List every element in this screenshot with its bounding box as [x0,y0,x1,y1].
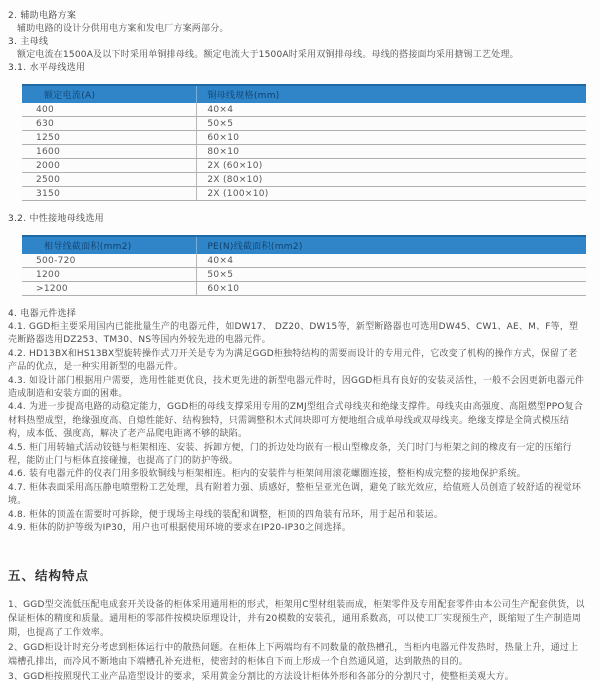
section-5 [8,566,586,684]
cell-spec: 2X (80×10) [197,173,586,187]
section-3-2-heading: 3.2. 中性接地母线选用 [8,214,104,224]
clause-4-1: 4.1. GGD柜主要采用国内已能批量生产的电器元件，如DW17、 DZ20、DW15等，新型断路器也可选用DW45、CW1、AE、M、F等，塑壳断路器选用DZ253、TM30、NS等国内外较先进的电器元件。 [8,322,579,346]
table-row [22,187,586,201]
section-4-heading: 4. 电器元件选择 [8,309,77,319]
cell-spec: 40×4 [197,103,586,117]
cell-spec: 2X (100×10) [197,187,586,201]
clause-5-2: 2、GGD柜设计时充分考虑到柜体运行中的散热问题。在柜体上下两端均有不同数量的散热槽孔，当柜内电器元件发热时，热量上升，通过上端槽孔排出，而冷风不断地由下端槽孔补充进柜，使密封的柜体自下而上形成一个自然通风道，达到散热的目的。 [8,642,579,667]
clause-4-8: 4.8. 柜体的顶盖在需要时可拆除，便于现场主母线的装配和调整，柜顶的四角装有吊环，用于起吊和装运。 [8,509,444,520]
cell-spec: 60×10 [197,131,586,145]
section-3-1-heading: 3.1. 水平母线选用 [8,63,86,73]
clause-4-9: 4.9. 柜体的防护等级为IP30，用户也可根据使用环境的要求在IP20-IP30之间选择。 [8,523,352,534]
section-4 [8,308,586,536]
clause-4-2: 4.2. HD13BX和HS13BX型旋转操作式刀开关是专为为满足GGD柜独特结构的需要而设计的专用元件，它改变了机构的操作方式，保留了老产品的优点，是一种实用新型的电器元件。 [8,348,578,373]
table-row [22,145,586,159]
clause-4-5: 4.5. 柜门用转轴式活动铰链与柜架相连、安装、拆卸方便，门的折边处均嵌有一根山型橡皮条，关门时门与柜架之间的橡皮有一定的压缩行程，能防止门与柜体直接碰撞，也提高了门的防护等级。 [8,442,572,467]
clause-4-6: 4.6. 装有电器元件的仪表门用多股软铜线与柜架相连。柜内的安装件与柜架间用滚花螺圈连接，整柜构成完整的接地保护系统。 [8,469,526,480]
cell-spec: 80×10 [197,145,586,159]
cell-current: 400 [22,103,197,117]
table-row [22,254,586,268]
table-row [22,268,586,282]
cell-current: 2500 [22,173,197,187]
column-header-rated-current: 额定电流(A) [22,85,197,103]
table-header-row [22,236,586,254]
clause-5-1: 1、GGD型交流低压配电成套开关设备的柜体采用通用柜的形式，柜架用C型材组装而成，柜架零件及专用配套零件由本公司生产配套供货，以保证柜体的精度和质量。通用柜的零部件按模块原理设计，并有20模数的安装孔，通用系数高，可以使工厂实现预生产，既缩短了生产制造周期，也提高了工作效率。 [8,599,585,638]
clause-4-4: 4.4. 为进一步提高电路的动稳定能力，GGD柜的母线支撑采用专用的ZMJ型组合式母线夹和绝缘支撑件。母线夹由高强度、高阻燃型PPO复合材料热塑成型，绝缘强度高、自熄性能好、结构独特，只需调整积木式间块即可方便地组合成单母线或双母线夹。绝缘支撑是全筒式模压结构，成本低、强度高，解决了老产品爬电距离不够的缺陷。 [8,402,584,440]
section-5-heading: 五、结构特点 [8,567,90,583]
clause-4-3: 4.3. 如设计部门根据用户需要，选用性能更优良，技术更先进的新型电器元件时，因GGD柜具有良好的安装灵活性，一般不会因更新电器元件造成制造和安装方面的困难。 [8,375,585,400]
cell-spec: 60×10 [197,282,586,296]
table-row [22,131,586,145]
cell-current: 630 [22,117,197,131]
column-header-phase-section: 相导线截面积(mm2) [22,236,197,254]
table-header-row [22,85,586,103]
cell-current: 2000 [22,159,197,173]
cell-spec: 40×4 [197,254,586,268]
section-2-body: 辅助电路的设计分供用电方案和发电厂方案两部分。 [17,24,229,34]
section-2-heading: 2. 辅助电路方案 [8,11,77,21]
section-3-heading: 3. 主母线 [8,37,49,47]
cell-current: 1600 [22,145,197,159]
clause-4-7: 4.7. 柜体表面采用高压静电喷塑粉工艺处理，具有附着力强、质感好，整柜呈亚光色调，避免了眩光效应，给值班人员创造了较舒适的视觉环境。 [8,482,582,507]
cell-spec: 50×5 [197,268,586,282]
table-row [22,282,586,296]
table-row [22,159,586,173]
cell-section: >1200 [22,282,197,296]
clause-5-3: 3、GGD柜按照现代工业产品造型设计的要求，采用黄金分割比的方法设计柜体外形和各部分的分割尺寸，使整柜美观大方。 [8,671,514,682]
cell-current: 1250 [22,131,197,145]
table-row [22,117,586,131]
table-row [22,173,586,187]
cell-section: 500-720 [22,254,197,268]
table-row [22,103,586,117]
column-header-busbar-spec: 铜母线规格(mm) [197,85,586,103]
cell-spec: 2X (60×10) [197,159,586,173]
section-3-body: 额定电流在1500A及以下时采用单铜排母线。额定电流大于1500A时采用双铜排母线。母线的搭接面均采用搪锡工艺处理。 [17,50,519,60]
cell-current: 3150 [22,187,197,201]
cell-spec: 50×5 [197,117,586,131]
column-header-pen-section: PE(N)线截面积(mm2) [197,236,586,254]
horizontal-busbar-table [22,84,586,201]
cell-section: 1200 [22,268,197,282]
neutral-busbar-table [22,235,586,296]
